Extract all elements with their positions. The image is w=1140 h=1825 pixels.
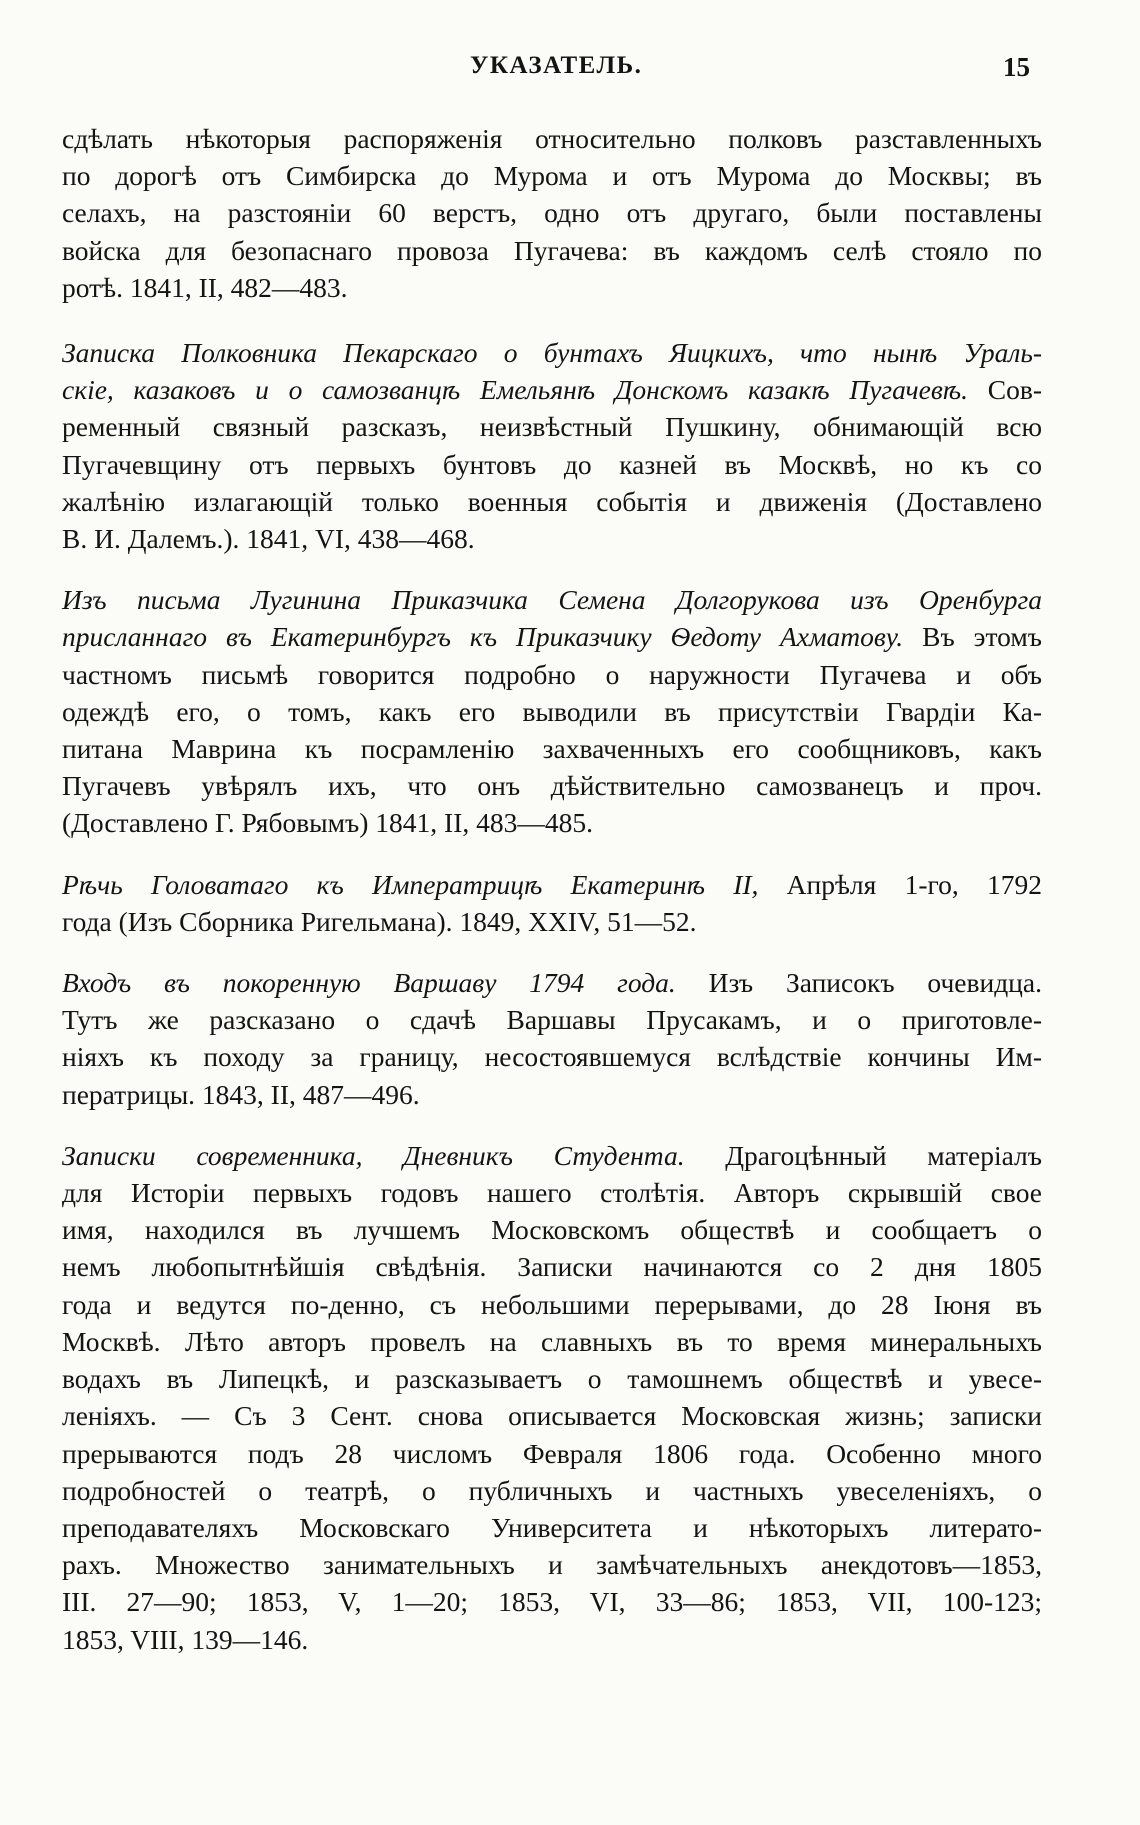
entry-text: для Исторіи первыхъ годовъ нашего столѣтія. Авторъ скрывшій свое bbox=[62, 1177, 1042, 1209]
text-line bbox=[62, 804, 1042, 841]
text-line bbox=[62, 334, 1042, 371]
text-line bbox=[62, 618, 1042, 655]
index-entry bbox=[62, 866, 1042, 940]
text-line bbox=[62, 371, 1042, 408]
entry-text: 1853, VIII, 139—146. bbox=[62, 1623, 309, 1655]
entry-title: Записка Полковника Пекарскаго о бунтахъ Яицкихъ, что нынѣ Ураль- bbox=[62, 337, 1042, 369]
text-line bbox=[62, 964, 1042, 1001]
text-line bbox=[62, 157, 1042, 194]
entry-title: Входъ въ покоренную Варшаву 1794 года. bbox=[62, 967, 676, 999]
index-entry bbox=[62, 964, 1042, 1113]
text-line bbox=[62, 1323, 1042, 1360]
text-line bbox=[62, 269, 1042, 306]
entry-title: Записки современника, Дневникъ Студента. bbox=[62, 1139, 685, 1171]
text-line bbox=[62, 1546, 1042, 1583]
entry-text: подробностей о театрѣ, о публичныхъ и частныхъ увеселеніяхъ, о bbox=[62, 1474, 1042, 1506]
index-entry bbox=[62, 581, 1042, 841]
text-line bbox=[62, 1583, 1042, 1620]
index-entry bbox=[62, 120, 1042, 306]
entry-text: селахъ, на разстояніи 60 верстъ, одно отъ другаго, были поставлены bbox=[62, 197, 1042, 229]
entry-text: III. 27—90; 1853, V, 1—20; 1853, VI, 33—86; 1853, VII, 100-123; bbox=[62, 1586, 1042, 1618]
text-line bbox=[62, 1038, 1042, 1075]
index-entry bbox=[62, 1137, 1042, 1658]
entry-text: Драгоцѣнный матеріалъ bbox=[684, 1139, 1042, 1171]
text-line bbox=[62, 1509, 1042, 1546]
text-line bbox=[62, 1397, 1042, 1434]
text-line bbox=[62, 581, 1042, 618]
entry-text: Изъ Записокъ очевидца. bbox=[675, 967, 1042, 999]
text-line bbox=[62, 1076, 1042, 1113]
entry-text: жалѣнію излагающій только военныя событія и движенія (Доставлено bbox=[62, 485, 1042, 517]
text-line bbox=[62, 656, 1042, 693]
entry-text: сдѣлать нѣкоторыя распоряженія относительно полковъ разставленныхъ bbox=[62, 123, 1042, 154]
entry-text: Пугачевъ увѣрялъ ихъ, что онъ дѣйствительно самозванецъ и проч. bbox=[62, 770, 1042, 802]
entry-text: немъ любопытнѣйшія свѣдѣнія. Записки начинаются со 2 дня 1805 bbox=[62, 1251, 1042, 1283]
entry-text: преподавателяхъ Московскаго Университета и нѣкоторыхъ литерато- bbox=[62, 1511, 1042, 1543]
entry-text: Москвѣ. Лѣто авторъ провелъ на славныхъ въ то время минеральныхъ bbox=[62, 1325, 1042, 1357]
entry-text: водахъ въ Липецкѣ, и разсказываетъ о тамошнемъ обществѣ и увесе- bbox=[62, 1363, 1042, 1395]
entry-title: Изъ письма Лугинина Приказчика Семена Долгорукова изъ Оренбурга bbox=[62, 584, 1042, 616]
entry-text: войска для безопаснаго провоза Пугачева: въ каждомъ селѣ стояло по bbox=[62, 234, 1042, 266]
entry-text: В. И. Далемъ.). 1841, VI, 438—468. bbox=[62, 523, 475, 555]
entry-text: имя, находился въ лучшемъ Московскомъ обществѣ и сообщаетъ о bbox=[62, 1214, 1042, 1246]
text-line bbox=[62, 232, 1042, 269]
entry-text: Пугачевщину отъ первыхъ бунтовъ до казней въ Москвѣ, но къ со bbox=[62, 448, 1042, 480]
entry-text: частномъ письмѣ говорится подробно о наружности Пугачева и объ bbox=[62, 658, 1042, 690]
text-line bbox=[62, 1248, 1042, 1285]
entry-text: по дорогѣ отъ Симбирска до Мурома и отъ Мурома до Москвы; въ bbox=[62, 160, 1042, 192]
text-line bbox=[62, 1472, 1042, 1509]
text-line bbox=[62, 194, 1042, 231]
entry-title: присланнаго въ Екатеринбургъ къ Приказчику Ѳедоту Ахматову. bbox=[62, 621, 904, 653]
entry-text: года (Изъ Сборника Ригельмана). 1849, XXIV, 51—52. bbox=[62, 905, 697, 937]
text-line bbox=[62, 1286, 1042, 1323]
text-line bbox=[62, 903, 1042, 940]
text-line bbox=[62, 120, 1042, 157]
entry-text: Апрѣля 1-го, 1792 bbox=[758, 868, 1042, 900]
text-line bbox=[62, 520, 1042, 557]
entry-text: ператрицы. 1843, II, 487—496. bbox=[62, 1078, 420, 1110]
index-entry bbox=[62, 334, 1042, 557]
page-header bbox=[0, 52, 1140, 92]
index-entries bbox=[62, 120, 1042, 1682]
text-line bbox=[62, 483, 1042, 520]
entry-text: ніяхъ къ походу за границу, несостоявшемуся вслѣдствіе кончины Им- bbox=[62, 1041, 1042, 1073]
entry-text: одеждѣ его, о томъ, какъ его выводили въ присутствіи Гвардіи Ка- bbox=[62, 695, 1042, 727]
text-line bbox=[62, 1001, 1042, 1038]
running-title: УКАЗАТЕЛЬ. bbox=[470, 52, 643, 79]
entry-text: рахъ. Множество занимательныхъ и замѣчательныхъ анекдотовъ—1853, bbox=[62, 1549, 1042, 1581]
entry-title: Рѣчь Головатаго къ Императрицѣ Екатеринѣ II, bbox=[62, 868, 759, 900]
entry-text: (Доставлено Г. Рябовымъ) 1841, II, 483—485. bbox=[62, 807, 593, 839]
entry-text: питана Маврина къ посрамленію захваченныхъ его сообщниковъ, какъ bbox=[62, 733, 1042, 765]
entry-text: года и ведутся по-денно, съ небольшими перерывами, до 28 Іюня въ bbox=[62, 1288, 1042, 1320]
page-number: 15 bbox=[1003, 52, 1030, 82]
entry-text: Сов- bbox=[968, 374, 1042, 406]
entry-text: Тутъ же разсказано о сдачѣ Варшавы Прусакамъ, и о приготовле- bbox=[62, 1004, 1042, 1036]
entry-title: скіе, казаковъ и о самозванцѣ Емельянѣ Донскомъ казакѣ Пугачевѣ. bbox=[62, 374, 969, 406]
text-line bbox=[62, 693, 1042, 730]
text-line bbox=[62, 1137, 1042, 1174]
text-line bbox=[62, 1621, 1042, 1658]
text-line bbox=[62, 866, 1042, 903]
entry-text: Въ этомъ bbox=[903, 621, 1042, 653]
text-line bbox=[62, 1360, 1042, 1397]
text-line bbox=[62, 446, 1042, 483]
text-line bbox=[62, 767, 1042, 804]
entry-text: леніяхъ. — Съ 3 Сент. снова описывается Московская жизнь; записки bbox=[62, 1400, 1042, 1432]
text-line bbox=[62, 1211, 1042, 1248]
entry-text: прерываются подъ 28 числомъ Февраля 1806 года. Особенно много bbox=[62, 1437, 1042, 1469]
text-line bbox=[62, 1174, 1042, 1211]
text-line bbox=[62, 408, 1042, 445]
text-line bbox=[62, 1435, 1042, 1472]
text-line bbox=[62, 730, 1042, 767]
entry-text: ременный связный разсказъ, неизвѣстный Пушкину, обнимающій всю bbox=[62, 411, 1042, 443]
entry-text: ротѣ. 1841, II, 482—483. bbox=[62, 271, 348, 303]
